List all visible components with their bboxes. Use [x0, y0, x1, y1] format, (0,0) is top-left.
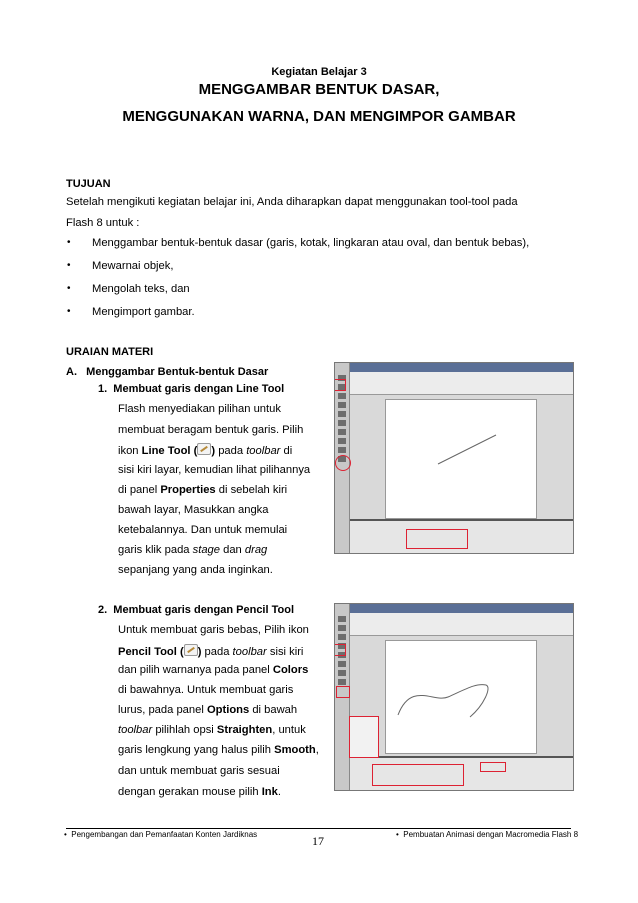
- bullet-icon: •: [67, 306, 71, 317]
- item2-line: dan untuk membuat garis sesuai: [118, 765, 280, 777]
- text: ): [197, 646, 202, 658]
- uraian-heading: URAIAN MATERI: [66, 346, 154, 358]
- text: , untuk: [272, 724, 306, 736]
- text: lurus, pada panel: [118, 704, 207, 716]
- text: pilihlah opsi: [152, 724, 217, 736]
- item2-line: [118, 724, 306, 736]
- item1-line: bawah layar, Masukkan angka: [118, 504, 269, 516]
- toolbar-term: toolbar: [246, 445, 281, 457]
- highlight-line-tool: [334, 379, 346, 391]
- footer-left-text: Pengembangan dan Pemanfaatan Konten Jardiknas: [71, 830, 258, 839]
- item2-line: [118, 744, 319, 756]
- text: di sebelah kiri: [215, 484, 288, 496]
- bullet-text: Mengimport gambar.: [92, 306, 195, 318]
- smooth-term: Smooth: [274, 744, 316, 756]
- list-item: [67, 260, 567, 276]
- text: sisi kiri: [266, 646, 304, 658]
- properties-panel: [350, 756, 573, 790]
- toolbar-term: toolbar: [118, 724, 153, 736]
- item1-title: 1. Membuat garis dengan Line Tool: [98, 383, 285, 395]
- pencil-tool-label: Pencil Tool (: [118, 646, 184, 658]
- text: pada: [215, 445, 247, 457]
- highlight-pencil-tool: [334, 644, 346, 656]
- options-popup: [349, 716, 379, 758]
- pencil-tool-screenshot: [334, 603, 574, 791]
- properties-panel: [350, 519, 573, 553]
- item2-line: [118, 644, 303, 658]
- bullet-icon: •: [396, 830, 399, 839]
- footer-rule: [66, 828, 571, 829]
- footer-left: [64, 830, 257, 839]
- straighten-term: Straighten: [216, 724, 273, 736]
- bullet-text: Menggambar bentuk-bentuk dasar (garis, kotak, lingkaran atau oval, dan bentuk bebas),: [92, 237, 530, 249]
- window-titlebar: [350, 604, 573, 613]
- list-item: [67, 306, 567, 322]
- text: garis klik pada: [118, 544, 193, 556]
- page-number: 17: [312, 834, 324, 848]
- item1-line: sepanjang yang anda inginkan.: [118, 564, 273, 576]
- drawn-line: [386, 400, 536, 518]
- title-line-2: MENGGUNAKAN WARNA, DAN MENGIMPOR GAMBAR: [122, 108, 516, 125]
- list-item: [67, 283, 567, 299]
- lesson-label: Kegiatan Belajar 3: [271, 66, 367, 78]
- text: garis lengkung yang halus pilih: [118, 744, 275, 756]
- item1-line: Flash menyediakan pilihan untuk: [118, 403, 281, 415]
- section-a-heading: A. Menggambar Bentuk-bentuk Dasar: [66, 366, 269, 378]
- item1-line: [118, 484, 287, 496]
- tujuan-heading: TUJUAN: [66, 178, 111, 190]
- line-tool-label: Line Tool (: [141, 445, 198, 457]
- text: ,: [315, 744, 319, 756]
- bullet-icon: •: [67, 283, 71, 294]
- properties-term: Properties: [160, 484, 216, 496]
- bullet-text: Mewarnai objek,: [92, 260, 174, 272]
- line-tool-icon: [197, 443, 211, 455]
- item2-title: 2. Membuat garis dengan Pencil Tool: [98, 604, 294, 616]
- window-titlebar: [350, 363, 573, 372]
- item2-line: [118, 786, 281, 798]
- colors-term: Colors: [272, 664, 309, 676]
- ink-term: Ink: [261, 786, 278, 798]
- highlight-circle: [335, 455, 351, 471]
- item2-line: di bawahnya. Untuk membuat garis: [118, 684, 294, 696]
- highlight-colors: [336, 686, 350, 698]
- item1-line: ketebalannya. Dan untuk memulai: [118, 524, 288, 536]
- stage-term: stage: [192, 544, 220, 556]
- item2-line: [118, 664, 308, 676]
- text: ): [211, 445, 216, 457]
- item1-line: sisi kiri layar, kemudian lihat pilihannya: [118, 464, 311, 476]
- list-item: [67, 237, 567, 253]
- drag-term: drag: [244, 544, 268, 556]
- item1-line: membuat beragam bentuk garis. Pilih: [118, 424, 304, 436]
- text: dan pilih warnanya pada panel: [118, 664, 273, 676]
- footer-right: [396, 830, 578, 839]
- bullet-icon: •: [64, 830, 67, 839]
- bullet-icon: •: [67, 260, 71, 271]
- stage: [385, 640, 537, 754]
- item1-line: [118, 544, 267, 556]
- text: .: [277, 786, 281, 798]
- timeline-panel: [350, 372, 573, 395]
- text: di bawah: [249, 704, 298, 716]
- text: ikon: [118, 445, 142, 457]
- item2-line: [118, 704, 297, 716]
- stage: [385, 399, 537, 519]
- options-term: Options: [206, 704, 250, 716]
- tujuan-intro-1: Setelah mengikuti kegiatan belajar ini, Anda diharapkan dapat menggunakan tool-tool pada: [66, 196, 518, 208]
- text: di panel: [118, 484, 161, 496]
- tujuan-intro-2: Flash 8 untuk :: [66, 217, 140, 229]
- item1-line: [118, 443, 292, 457]
- drawn-curve: [386, 641, 536, 753]
- text: di: [280, 445, 293, 457]
- pencil-tool-icon: [184, 644, 198, 656]
- title-line-1: MENGGAMBAR BENTUK DASAR,: [198, 81, 440, 98]
- timeline-panel: [350, 613, 573, 636]
- line-tool-screenshot: [334, 362, 574, 554]
- text: dan: [220, 544, 245, 556]
- bullet-text: Mengolah teks, dan: [92, 283, 190, 295]
- toolbar-term: toolbar: [232, 646, 267, 658]
- text: dengan gerakan mouse pilih: [118, 786, 262, 798]
- bullet-icon: •: [67, 237, 71, 248]
- item2-line: Untuk membuat garis bebas, Pilih ikon: [118, 624, 309, 636]
- footer-right-text: Pembuatan Animasi dengan Macromedia Flash 8: [403, 830, 579, 839]
- text: pada: [201, 646, 233, 658]
